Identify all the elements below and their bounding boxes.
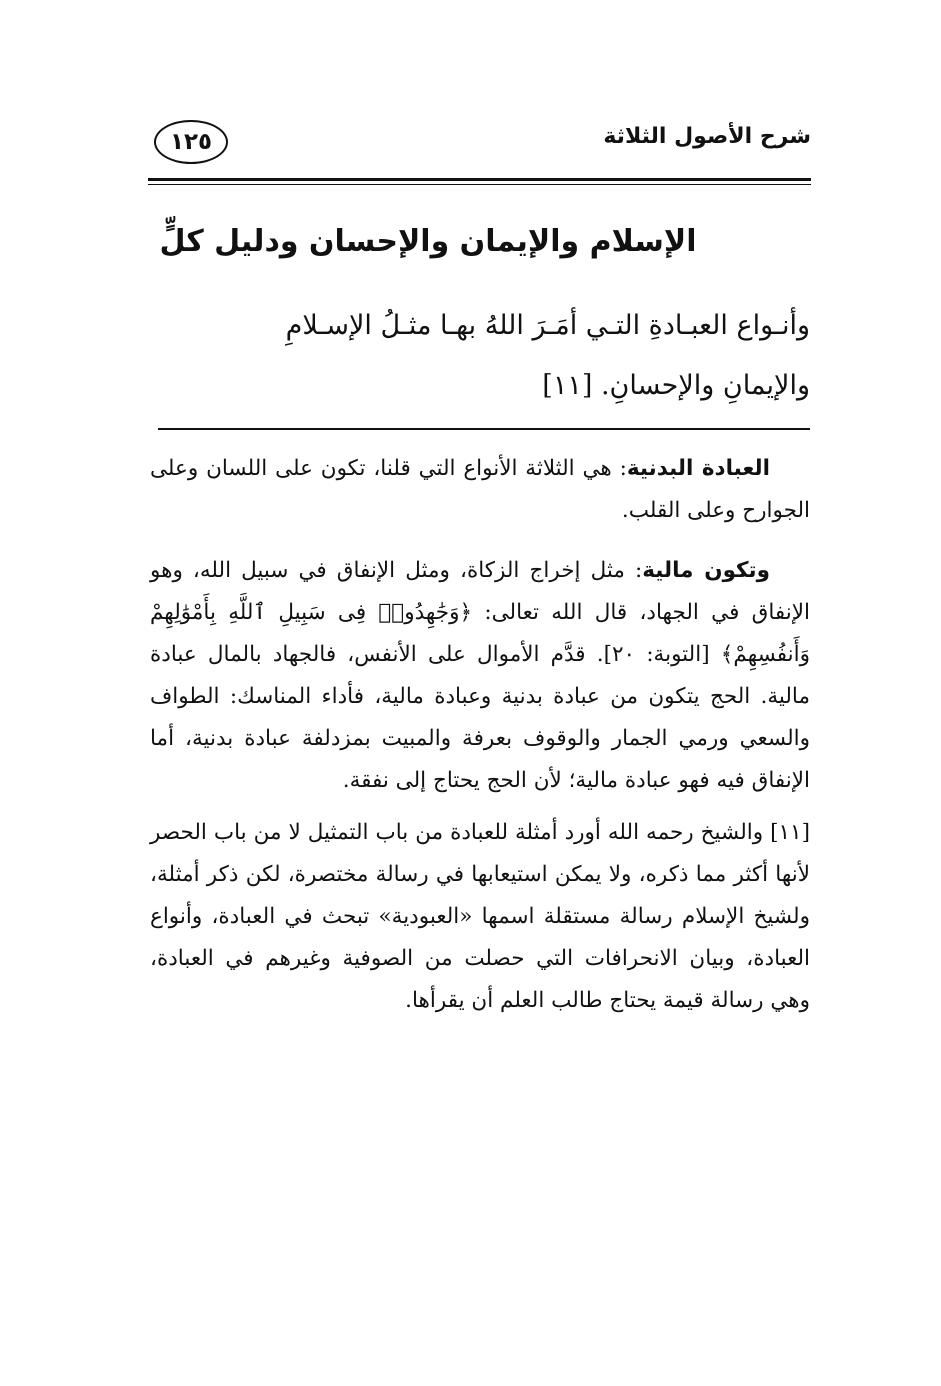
book-title: شرح الأصول الثلاثة — [603, 124, 811, 149]
matn-line-2: والإيمانِ والإحسانِ. [١١] — [542, 370, 810, 401]
paragraph-text: : هي الثلاثة الأنواع التي قلنا، تكون على اللسان وعلى الجوارح وعلى القلب. — [150, 456, 810, 523]
paragraph-note-11: [١١] والشيخ رحمه الله أورد أمثلة للعبادة من باب التمثيل لا من باب الحصر لأنها أكثر مما ذكره، ولا يمكن استيعابها في رسالة مختصرة، لكن ذكر أمثلة، ولشيخ الإسلام رسالة مستقلة اسمها «العبودية» تبحث في العبادة، وأنواع العبادة، وبيان الانحرافات التي حصلت من الصوفية وغيرهم في العبادة، وهي رسالة قيمة يحتاج طالب العلم أن يقرأها. — [150, 820, 810, 1013]
term-financial-worship: وتكون مالية — [642, 558, 770, 583]
matn-line-1: وأنـواع العبـادةِ التـي أمَـرَ اللهُ بهـا مثـلُ الإسـلامِ — [285, 310, 810, 341]
section-title: الإسلام والإيمان والإحسان ودليل كلٍّ — [159, 224, 697, 259]
paragraph-financial-worship — [150, 550, 810, 802]
section-divider — [158, 428, 810, 430]
commentary — [150, 448, 810, 1022]
paragraph-text: : مثل إخراج الزكاة، ومثل الإنفاق في سبيل الله، وهو الإنفاق في الجهاد، قال الله تعالى: ﴿وَجَٰهِدُوا۟ فِى سَبِيلِ ٱللَّهِ بِأَمْوَٰلِهِمْ وَأَنفُسِهِمْ﴾ [التوبة: ٢٠]. قدَّم الأموال على الأنفس، فالجهاد بالمال عبادة مالية. الحج يتكون من عبادة بدنية وعبادة مالية، فأداء المناسك: الطواف والسعي ورمي الجمار والوقوف بعرفة والمبيت بمزدلفة عبادة بدنية، أما الإنفاق فيه فهو عبادة مالية؛ لأن الحج يحتاج إلى نفقة. — [150, 558, 810, 793]
paragraph-bodily-worship — [150, 448, 810, 532]
page-number: ١٢٥ — [154, 120, 228, 164]
term-bodily-worship: العبادة البدنية — [626, 456, 770, 481]
header-rule — [148, 178, 811, 181]
running-header — [148, 116, 811, 178]
header-rule-thin — [148, 184, 811, 185]
matn-text — [150, 296, 810, 416]
